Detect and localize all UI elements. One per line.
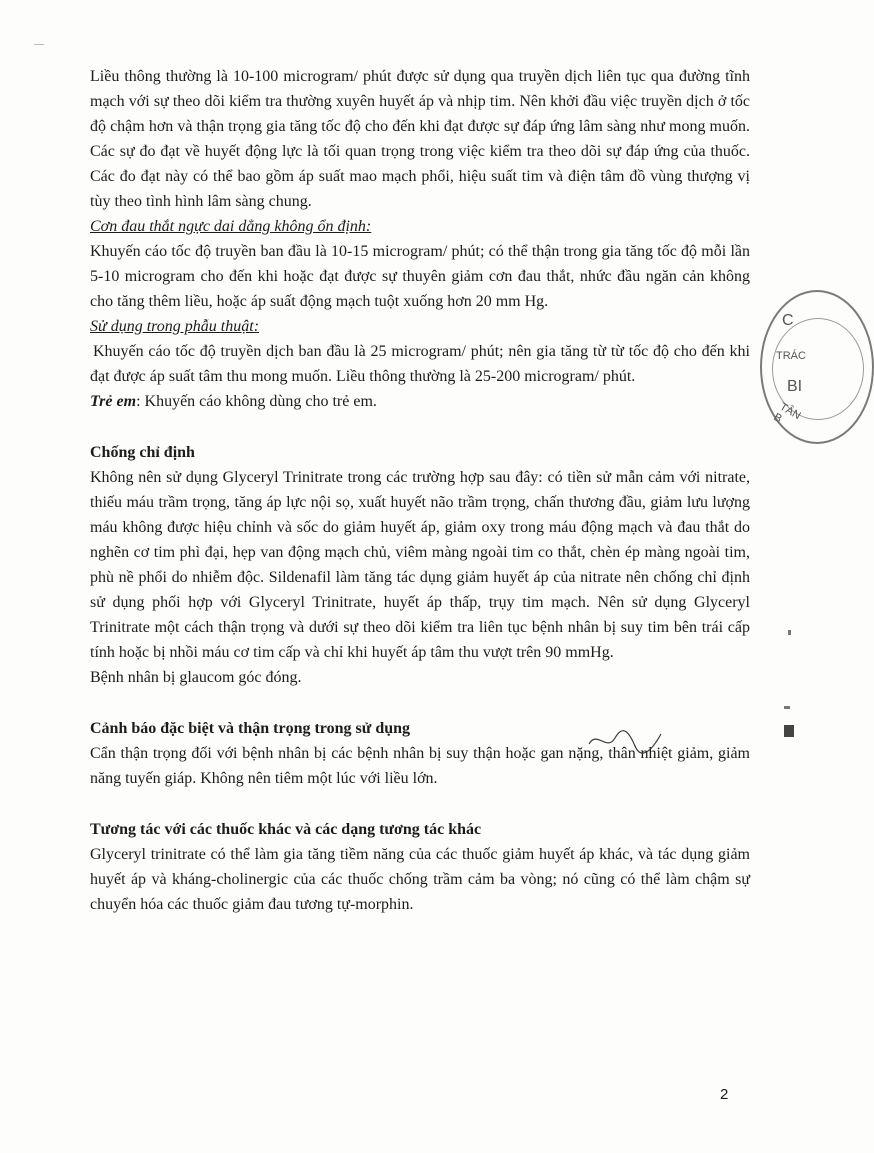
- page-number: 2: [720, 1086, 729, 1103]
- scan-mark: [34, 44, 44, 45]
- warnings-paragraph: Cẩn thận trọng đối với bệnh nhân bị các bệnh nhân bị suy thận hoặc gan nặng, thân nhiệt giảm, giảm năng tuyến giáp. Không nên tiêm một lúc với liều lớn.: [90, 745, 750, 787]
- glaucoma-paragraph: Bệnh nhân bị glaucom góc đóng.: [90, 669, 302, 686]
- handwritten-signature: [585, 722, 665, 762]
- interactions-paragraph: Glyceryl trinitrate có thể làm gia tăng tiềm năng của các thuốc giảm huyết áp khác, và tác dụng giảm huyết áp và kháng-cholinergic của các thuốc chống trầm cảm ba vòng; nó cũng có thể làm chậm sự chuyển hóa các thuốc giảm đau tương tự-morphin.: [90, 846, 750, 913]
- scan-mark: [784, 706, 790, 709]
- contraindications-paragraph: Không nên sử dụng Glyceryl Trinitrate trong các trường hợp sau đây: có tiền sử mẫn cảm với nitrate, thiếu máu trầm trọng, tăng áp lực nội sọ, xuất huyết não trầm trọng, chấn thương đầu, giảm lưu lượng máu không được hiệu chỉnh và sốc do giảm huyết áp, giảm oxy trong máu động mạch và đau thắt do nghẽn cơ tim phì đại, hẹp van động mạch chủ, viêm màng ngoài tim co thắt, chèn ép màng ngoài tim, phù nề phổi do nhiễm độc. Sildenafil làm tăng tác dụng giảm huyết áp của nitrate nên chống chỉ định sử dụng phối hợp với Glyceryl Trinitrate, huyết áp thấp, trụy tim mạch. Nên sử dụng Glyceryl Trinitrate một cách thận trọng và dưới sự theo dõi kiểm tra liên tục bệnh nhân bị suy tim bên trái cấp tính hoặc bị nhồi máu cơ tim cấp và chỉ khi huyết áp tâm thu vượt trên 90 mmHg.: [90, 469, 750, 661]
- stamp-text-1: C: [782, 312, 794, 329]
- stamp-text-4: TÂN B: [771, 400, 803, 426]
- surgery-subheading: Sử dụng trong phẫu thuật:: [90, 318, 260, 335]
- children-text: : Khuyến cáo không dùng cho trẻ em.: [136, 393, 377, 410]
- document-body: [90, 64, 750, 917]
- warnings-heading: Cảnh báo đặc biệt và thận trọng trong sử dụng: [90, 720, 411, 737]
- dosage-general-paragraph: Liều thông thường là 10-100 microgram/ phút được sử dụng qua truyền dịch liên tục qua đường tĩnh mạch với sự theo dõi kiểm tra thường xuyên huyết áp và nhịp tim. Nên khởi đầu việc truyền dịch ở tốc độ chậm hơn và thận trọng gia tăng tốc độ cho đến khi đạt được sự đáp ứng lâm sàng như mong muốn. Các sự đo đạt về huyết động lực là tối quan trọng trong việc kiểm tra theo dõi sự đáp ứng của thuốc. Các đo đạt này có thể bao gồm áp suất mao mạch phổi, hiệu suất tim và điện tâm đồ vùng thượng vị tùy theo tình hình lâm sàng chung.: [90, 68, 750, 210]
- scan-mark: [784, 725, 794, 737]
- interactions-heading: Tương tác với các thuốc khác và các dạng tương tác khác: [90, 821, 482, 838]
- angina-subheading: Cơn đau thắt ngực dai dẳng không ổn định:: [90, 218, 372, 235]
- scan-mark: [788, 630, 791, 635]
- contraindications-heading: Chống chỉ định: [90, 444, 195, 461]
- stamp-text-2: TRÁC: [776, 350, 806, 362]
- children-paragraph: [90, 389, 750, 414]
- children-label: Trẻ em: [90, 393, 137, 410]
- surgery-paragraph: Khuyến cáo tốc độ truyền dịch ban đầu là 25 microgram/ phút; nên gia tăng từ từ tốc độ cho đến khi đạt được áp suất tâm thu mong muốn. Liều thông thường là 25-200 microgram/ phút.: [90, 343, 750, 385]
- angina-paragraph: Khuyến cáo tốc độ truyền ban đầu là 10-15 microgram/ phút; có thể thận trong gia tăng tốc độ mỗi lần 5-10 microgram cho đến khi hoặc đạt được sự thuyên giảm cơn đau thắt, nhức đầu ngăn cản không cho tăng thêm liều, hoặc áp suất động mạch tuột xuống hơn 20 mm Hg.: [90, 243, 750, 310]
- stamp-text-3: BI: [787, 378, 803, 395]
